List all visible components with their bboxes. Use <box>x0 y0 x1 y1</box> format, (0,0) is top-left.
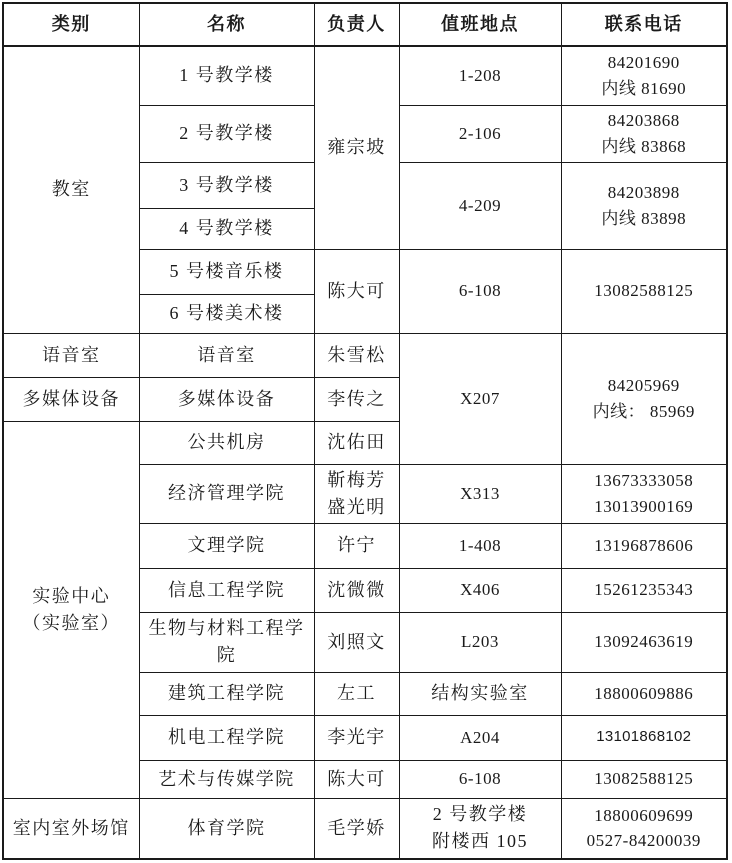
cell-manager: 左工 <box>314 672 399 715</box>
phone-line-1: 13673333058 <box>594 471 694 490</box>
cell-location <box>399 798 561 859</box>
phone-line-2: 内线： 85969 <box>592 401 695 421</box>
cell-category <box>3 421 139 798</box>
cell-location: 结构实验室 <box>399 672 561 715</box>
cell-name: 2 号教学楼 <box>139 105 314 162</box>
cell-manager: 毛学娇 <box>314 798 399 859</box>
cell-location: X207 <box>399 333 561 464</box>
phone-line-1: 84203868 <box>607 111 680 130</box>
duty-schedule-table <box>2 2 728 860</box>
cell-manager: 陈大可 <box>314 249 399 333</box>
phone-line-1: 84201690 <box>607 53 680 73</box>
location-line-2: 附楼西 105 <box>432 831 528 852</box>
cell-name: 艺术与传媒学院 <box>139 760 314 798</box>
header-phone: 联系电话 <box>561 3 727 46</box>
cell-category: 室内室外场馆 <box>3 798 139 859</box>
table-row <box>3 798 727 859</box>
cell-name: 6 号楼美术楼 <box>139 294 314 333</box>
cell-phone <box>561 333 727 464</box>
phone-line-2: 内线 81690 <box>601 78 687 98</box>
cell-manager: 陈大可 <box>314 760 399 798</box>
header-category: 类别 <box>3 3 139 46</box>
cell-name: 3 号教学楼 <box>139 162 314 208</box>
cell-name: 1 号教学楼 <box>139 46 314 105</box>
cell-location: 6-108 <box>399 760 561 798</box>
cell-name: 信息工程学院 <box>139 568 314 612</box>
phone-line-2: 13013900169 <box>594 496 694 516</box>
cell-location: 2-106 <box>399 105 561 162</box>
cell-category: 多媒体设备 <box>3 377 139 421</box>
cell-phone: 13101868102 <box>561 715 727 760</box>
cell-phone: 13082588125 <box>561 249 727 333</box>
cell-phone <box>561 162 727 249</box>
cell-manager: 沈佑田 <box>314 421 399 464</box>
cell-phone <box>561 46 727 105</box>
manager-line-2: 盛光明 <box>327 496 386 517</box>
cell-manager: 李传之 <box>314 377 399 421</box>
cell-phone <box>561 464 727 523</box>
cell-manager: 刘照文 <box>314 612 399 672</box>
cell-location: 1-408 <box>399 523 561 568</box>
phone-line-1: 18800609699 <box>594 805 694 825</box>
header-manager: 负责人 <box>314 3 399 46</box>
cell-manager <box>314 464 399 523</box>
table-row <box>3 46 727 105</box>
phone-line-1: 84205969 <box>607 376 680 395</box>
category-line-1: 实验中心 <box>32 585 111 606</box>
cell-name: 生物与材料工程学院 <box>139 612 314 672</box>
cell-name: 机电工程学院 <box>139 715 314 760</box>
cell-name: 语音室 <box>139 333 314 377</box>
cell-name: 经济管理学院 <box>139 464 314 523</box>
header-location: 值班地点 <box>399 3 561 46</box>
table-row <box>3 333 727 377</box>
cell-name: 体育学院 <box>139 798 314 859</box>
cell-phone <box>561 105 727 162</box>
cell-category: 语音室 <box>3 333 139 377</box>
cell-phone: 13082588125 <box>561 760 727 798</box>
cell-name: 文理学院 <box>139 523 314 568</box>
cell-phone: 15261235343 <box>561 568 727 612</box>
cell-location: 4-209 <box>399 162 561 249</box>
phone-line-1: 84203898 <box>607 183 680 202</box>
cell-location: X313 <box>399 464 561 523</box>
phone-line-2: 内线 83868 <box>601 136 687 156</box>
cell-manager: 李光宇 <box>314 715 399 760</box>
header-row <box>3 3 727 46</box>
phone-line-2: 内线 83898 <box>601 208 687 228</box>
cell-location: L203 <box>399 612 561 672</box>
cell-location: 6-108 <box>399 249 561 333</box>
cell-category: 教室 <box>3 46 139 333</box>
manager-line-1: 靳梅芳 <box>327 469 386 490</box>
location-line-1: 2 号教学楼 <box>432 804 528 825</box>
cell-location: X406 <box>399 568 561 612</box>
cell-location: 1-208 <box>399 46 561 105</box>
cell-name: 4 号教学楼 <box>139 208 314 249</box>
header-name: 名称 <box>139 3 314 46</box>
cell-name: 5 号楼音乐楼 <box>139 249 314 294</box>
phone-line-2: 0527-84200039 <box>586 831 701 851</box>
cell-name: 多媒体设备 <box>139 377 314 421</box>
cell-phone: 13092463619 <box>561 612 727 672</box>
cell-phone: 13196878606 <box>561 523 727 568</box>
cell-location: A204 <box>399 715 561 760</box>
cell-phone <box>561 798 727 859</box>
cell-phone: 18800609886 <box>561 672 727 715</box>
cell-name: 建筑工程学院 <box>139 672 314 715</box>
cell-manager: 沈微微 <box>314 568 399 612</box>
cell-manager: 雍宗坡 <box>314 46 399 249</box>
cell-manager: 许宁 <box>314 523 399 568</box>
cell-manager: 朱雪松 <box>314 333 399 377</box>
cell-name: 公共机房 <box>139 421 314 464</box>
category-line-2: （实验室） <box>22 612 120 633</box>
